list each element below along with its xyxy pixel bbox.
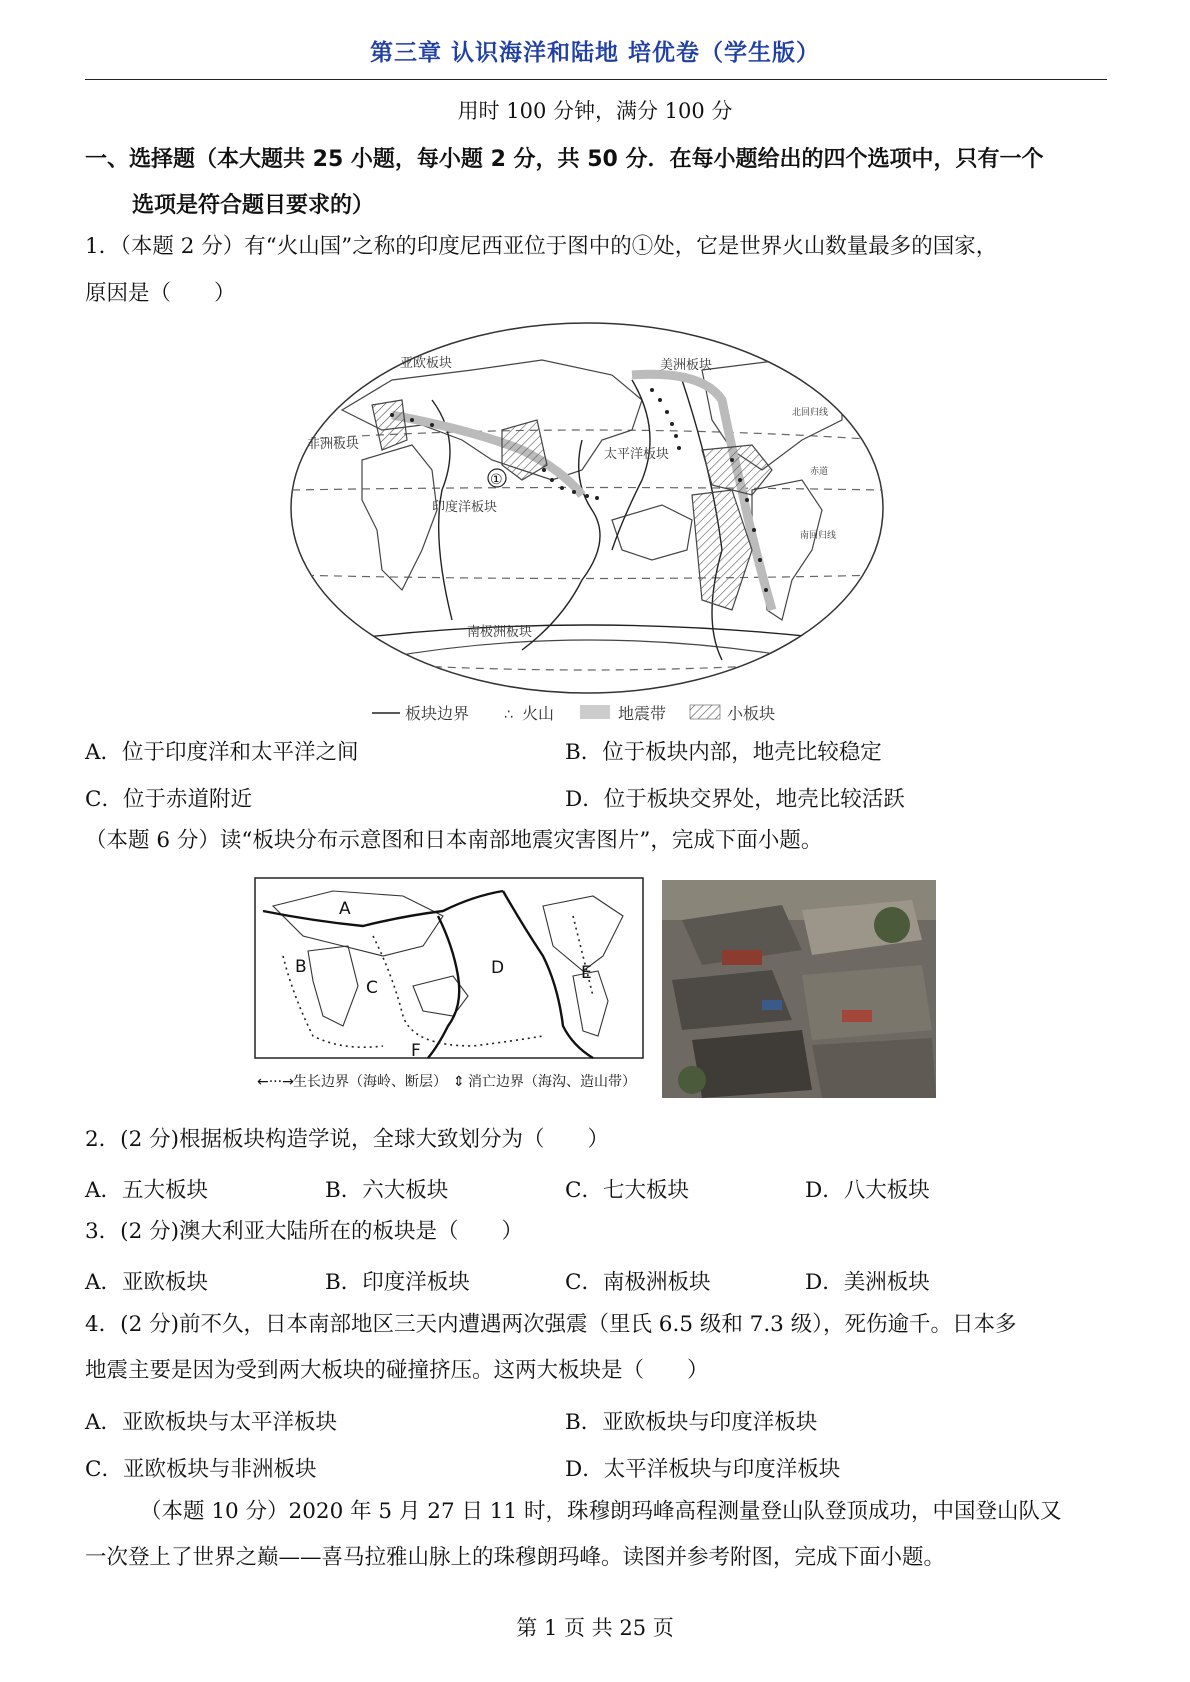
page-number: 第 1 页 共 25 页 [516,1616,674,1640]
group3-intro-line1: （本题 10 分）2020 年 5 月 27 日 11 时，珠穆朗玛峰高程测量登山队登顶成功，中国登山队又 [140,1499,1062,1524]
q2-stem: 2．(2 分)根据板块构造学说，全球大致划分为（ ） [85,1127,609,1152]
header-rule [85,79,1107,80]
legend-boundary: 板块边界 [405,704,470,723]
legend-small-plate: 小板块 [727,704,776,723]
svg-text:⇕: ⇕ [453,1074,465,1090]
legend-growth-boundary: 生长边界（海岭、断层） [293,1074,447,1090]
label-indian-plate: 印度洋板块 [432,500,498,515]
map-letter-d: D [491,958,505,978]
svg-text:∴: ∴ [504,707,513,723]
legend-volcano: 火山 [522,704,555,723]
q1-stem-line1: 1．（本题 2 分）有“火山国”之称的印度尼西亚位于图中的①处，它是世界火山数量最多的国家， [85,234,998,259]
plate-boundary-map [253,876,648,1098]
exam-time-note: 用时 100 分钟，满分 100 分 [457,99,733,123]
map-letter-a: A [339,899,351,919]
q1-option-d[interactable]: D．位于板块交界处，地壳比较活跃 [565,787,905,812]
q2-option-d[interactable]: D．八大板块 [805,1178,930,1203]
legend-subduction-boundary: 消亡边界（海沟、造山带） [468,1074,636,1090]
legend-seismic: 地震带 [618,704,667,723]
q1-option-a[interactable]: A．位于印度洋和太平洋之间 [85,740,359,765]
q3-option-b[interactable]: B．印度洋板块 [325,1270,470,1295]
q2-option-b[interactable]: B．六大板块 [325,1178,449,1203]
q3-option-d[interactable]: D．美洲板块 [805,1270,930,1295]
q1-option-c[interactable]: C．位于赤道附近 [85,787,252,812]
q4-option-b[interactable]: B．亚欧板块与印度洋板块 [565,1410,818,1435]
label-america-plate: 美洲板块 [660,358,713,373]
q1-stem-line2: 原因是（ ） [85,281,236,306]
q4-stem-line2: 地震主要是因为受到两大板块的碰撞挤压。这两大板块是（ ） [85,1358,709,1383]
label-antarctic-plate: 南极洲板块 [467,625,533,640]
map-letter-e: E [581,963,592,983]
q4-stem-line1: 4．(2 分)前不久，日本南部地区三天内遭遇两次强震（里氏 6.5 级和 7.3 级），死伤逾千。日本多 [85,1312,1017,1337]
q3-option-a[interactable]: A．亚欧板块 [85,1270,209,1295]
q4-option-a[interactable]: A．亚欧板块与太平洋板块 [85,1410,338,1435]
svg-text:←···→: ←···→ [257,1074,294,1090]
label-pacific-plate: 太平洋板块 [604,447,670,462]
q4-option-d[interactable]: D．太平洋板块与印度洋板块 [565,1457,841,1482]
section-heading-line1: 一、选择题（本大题共 25 小题，每小题 2 分，共 50 分．在每小题给出的四个选项中，只有一个 [85,147,1044,172]
map-letter-f: F [411,1041,421,1061]
map-letter-c: C [366,978,378,998]
section-heading-line2: 选项是符合题目要求的） [132,193,375,218]
label-tropic-south: 南回归线 [800,531,837,541]
q2-option-a[interactable]: A．五大板块 [85,1178,209,1203]
label-equator: 赤道 [810,467,829,477]
marker-1: ① [490,472,503,488]
q4-option-c[interactable]: C．亚欧板块与非洲板块 [85,1457,317,1482]
plate-volcano-world-map [282,320,892,728]
group2-intro: （本题 6 分）读“板块分布示意图和日本南部地震灾害图片”，完成下面小题。 [85,828,823,853]
q3-stem: 3．(2 分)澳大利亚大陆所在的板块是（ ） [85,1219,523,1244]
label-tropic-north: 北回归线 [792,408,829,418]
map-letter-b: B [295,957,307,977]
group3-intro-line2: 一次登上了世界之巅——喜马拉雅山脉上的珠穆朗玛峰。读图并参考附图，完成下面小题。 [85,1545,946,1570]
label-africa-plate: 非洲板块 [307,437,360,452]
label-eurasia-plate: 亚欧板块 [400,356,453,371]
earthquake-damage-photo [662,880,936,1098]
q1-option-b[interactable]: B．位于板块内部，地壳比较稳定 [565,740,882,765]
q2-option-c[interactable]: C．七大板块 [565,1178,689,1203]
q3-option-c[interactable]: C．南极洲板块 [565,1270,711,1295]
document-title: 第三章 认识海洋和陆地 培优卷（学生版） [369,40,820,66]
